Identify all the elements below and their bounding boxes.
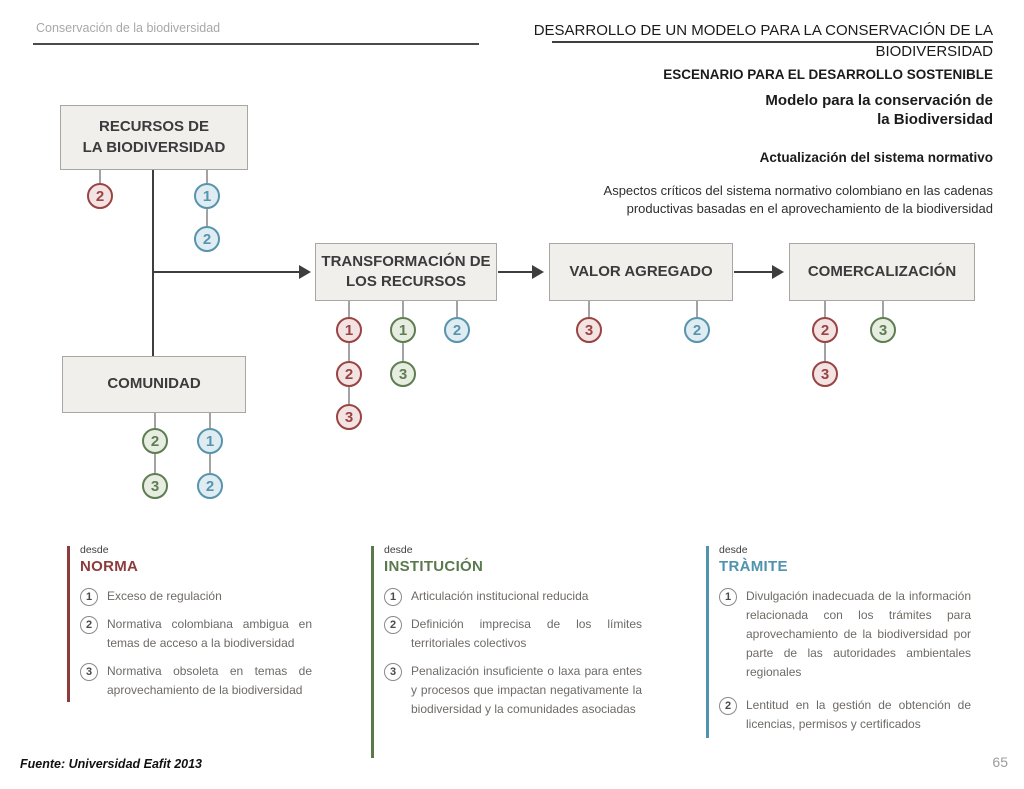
subtitle-model-line2: la Biodiversidad — [877, 111, 993, 128]
node-recursos-label2: LA BIODIVERSIDAD — [82, 138, 226, 156]
legend-item-text: Normativa obsoleta en temas de aprovechamiento de la biodiversidad — [107, 664, 312, 697]
breadcrumb: Conservación de la biodiversidad — [36, 21, 221, 35]
badge: 2 — [444, 317, 470, 343]
legend-item — [384, 615, 642, 653]
badge-connector — [824, 343, 826, 361]
page-title-line1: DESARROLLO DE UN MODELO PARA LA CONSERVACIÓN DE LA — [533, 22, 993, 39]
node-valor-label: VALOR AGREGADO — [569, 262, 713, 280]
badge-connector — [348, 343, 350, 361]
badge: 2 — [142, 428, 168, 454]
legend-item-number: 2 — [384, 616, 402, 634]
badge: 3 — [336, 404, 362, 430]
badge: 2 — [194, 226, 220, 252]
legend-item-text: Divulgación inadecuada de la información relacionada con los trámites para aprovechamiento de la biodiversidad por parte de las autoridades ambientales regionales — [746, 589, 971, 679]
legend-item — [384, 587, 642, 606]
node-transformacion — [315, 243, 497, 301]
legend-item-text: Penalización insuficiente o laxa para entes y procesos que impactan negativamente la biodiversidad y la comunidades asociadas — [411, 664, 642, 716]
legend-item-number: 3 — [80, 663, 98, 681]
legend-item-number: 1 — [80, 588, 98, 606]
legend-item — [719, 587, 971, 682]
badge: 3 — [812, 361, 838, 387]
badge: 1 — [197, 428, 223, 454]
badge: 1 — [336, 317, 362, 343]
node-comunidad — [62, 356, 246, 413]
subtitle-model-line1: Modelo para la conservación de — [765, 92, 993, 109]
legend-kicker: desde — [80, 544, 109, 556]
badge: 3 — [142, 473, 168, 499]
node-recursos — [60, 105, 248, 170]
legend-rule-tramite — [706, 546, 709, 738]
legend-item-number: 1 — [384, 588, 402, 606]
badge: 3 — [870, 317, 896, 343]
node-recursos-label1: RECURSOS DE — [98, 118, 210, 136]
legend-item-text: Exceso de regulación — [107, 589, 222, 603]
legend-column-institucion — [384, 544, 642, 728]
badge-connector — [206, 170, 208, 183]
page-title-line2: BIODIVERSIDAD — [875, 43, 993, 60]
badge-connector — [588, 301, 590, 317]
legend-item-text: Articulación institucional reducida — [411, 589, 589, 603]
badge: 2 — [684, 317, 710, 343]
legend-title-institucion: INSTITUCIÓN — [384, 558, 484, 575]
badge-connector — [696, 301, 698, 317]
badge-connector — [402, 301, 404, 317]
page-number: 65 — [992, 754, 1008, 770]
badge-connector — [154, 413, 156, 428]
description-line2: productivas basadas en el aprovechamiento de la biodiversidad — [626, 201, 993, 216]
node-comercializacion — [789, 243, 975, 301]
legend-column-tramite — [719, 544, 971, 743]
badge-connector — [99, 170, 101, 183]
legend-item-number: 2 — [80, 616, 98, 634]
connector-to-transformacion — [153, 271, 299, 273]
badge-connector — [206, 209, 208, 226]
node-comunidad-label: COMUNIDAD — [107, 375, 201, 393]
badge: 2 — [336, 361, 362, 387]
legend-rule-norma — [67, 546, 70, 702]
legend-item-number: 3 — [384, 663, 402, 681]
source-note: Fuente: Universidad Eafit 2013 — [20, 757, 203, 771]
badge-connector — [209, 413, 211, 428]
badge-connector — [824, 301, 826, 317]
header-right-block — [353, 20, 993, 218]
legend-item-text: Definición imprecisa de los límites territoriales colectivos — [411, 617, 642, 650]
legend-column-norma — [80, 544, 312, 709]
legend-item — [80, 615, 312, 653]
legend-title-tramite: TRÀMITE — [719, 558, 788, 575]
arrow-head-icon — [299, 265, 311, 279]
legend-kicker: desde — [384, 544, 413, 556]
badge-connector — [456, 301, 458, 317]
arrow-head-icon — [772, 265, 784, 279]
badge: 2 — [197, 473, 223, 499]
badge-connector — [154, 454, 156, 473]
node-transformacion-label1: TRANSFORMACIÓN DE — [321, 252, 491, 270]
subtitle-scenario: ESCENARIO PARA EL DESARROLLO SOSTENIBLE — [663, 67, 993, 82]
legend-rule-institucion — [371, 546, 374, 758]
legend-item — [80, 587, 312, 606]
badge-connector — [882, 301, 884, 317]
badge: 1 — [194, 183, 220, 209]
connector-vertical — [152, 170, 154, 356]
connector-to-valor — [498, 271, 532, 273]
badge: 2 — [87, 183, 113, 209]
node-transformacion-label2: LOS RECURSOS — [345, 273, 466, 290]
badge-connector — [402, 343, 404, 361]
connector-to-comercializacion — [734, 271, 772, 273]
legend-item-number: 1 — [719, 588, 737, 606]
badge-connector — [348, 387, 350, 404]
node-valor — [549, 243, 733, 301]
badge-connector — [348, 301, 350, 317]
legend-item-number: 2 — [719, 697, 737, 715]
subtitle-normative: Actualización del sistema normativo — [759, 150, 993, 165]
legend-kicker: desde — [719, 544, 748, 556]
description-line1: Aspectos críticos del sistema normativo colombiano en las cadenas — [603, 183, 993, 198]
badge: 3 — [576, 317, 602, 343]
node-comercializacion-label: COMERCALIZACIÓN — [807, 262, 957, 280]
arrow-head-icon — [532, 265, 544, 279]
legend-item — [384, 662, 642, 719]
badge: 2 — [812, 317, 838, 343]
badge-connector — [209, 454, 211, 473]
legend-item — [719, 696, 971, 734]
badge: 1 — [390, 317, 416, 343]
badge: 3 — [390, 361, 416, 387]
legend-item-text: Lentitud en la gestión de obtención de licencias, permisos y certificados — [746, 698, 971, 731]
legend-item — [80, 662, 312, 700]
legend-item-text: Normativa colombiana ambigua en temas de acceso a la biodiversidad — [107, 617, 312, 650]
legend-title-norma: NORMA — [80, 558, 139, 575]
